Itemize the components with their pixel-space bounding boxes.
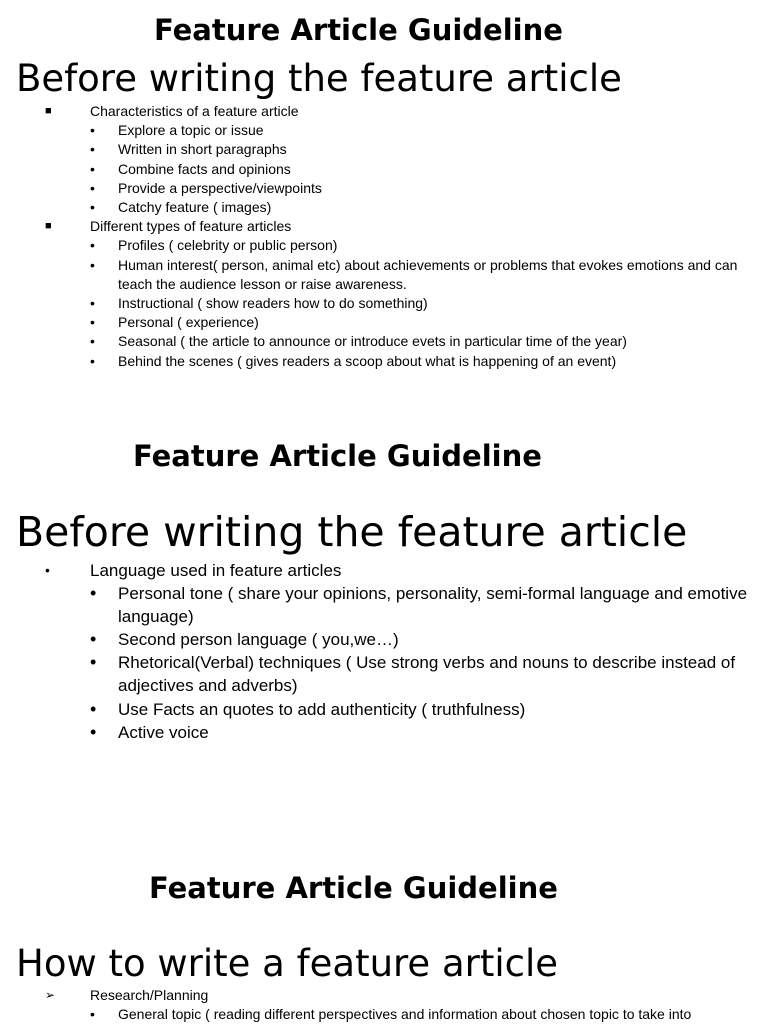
list-item: • Catchy feature ( images) bbox=[90, 198, 760, 217]
bullet-icon: • bbox=[90, 583, 97, 604]
list-item: • Explore a topic or issue bbox=[90, 121, 760, 140]
group-label: Characteristics of a feature article bbox=[90, 103, 299, 119]
slide-2-list bbox=[0, 559, 760, 744]
bullet-icon: • bbox=[90, 333, 95, 350]
list-item: • Provide a perspective/viewpoints bbox=[90, 179, 760, 198]
bullet-icon: • bbox=[90, 160, 95, 177]
list-item: • Personal tone ( share your opinions, personality, semi-formal language and emotive language) bbox=[90, 583, 748, 627]
bullet-icon: • bbox=[90, 1006, 95, 1023]
bullet-icon: • bbox=[90, 698, 97, 719]
list-item bbox=[0, 986, 760, 1024]
group-label: Language used in feature articles bbox=[90, 561, 342, 580]
list-item: • Seasonal ( the article to announce or introduce evets in particular time of the year) bbox=[90, 332, 760, 351]
bullet-icon: • bbox=[90, 314, 95, 331]
list-item: • Profiles ( celebrity or public person) bbox=[90, 236, 760, 255]
bullet-icon: • bbox=[90, 295, 95, 312]
list-item: • Written in short paragraphs bbox=[90, 140, 760, 159]
slide-1-heading: Before writing the feature article bbox=[16, 57, 622, 100]
list-item: • Use Facts an quotes to add authenticity ( truthfulness) bbox=[90, 698, 760, 721]
bullet-icon: • bbox=[90, 652, 97, 673]
list-item: • Active voice bbox=[90, 721, 760, 744]
list-item: • Combine facts and opinions bbox=[90, 160, 760, 179]
bullet-icon: • bbox=[90, 141, 95, 158]
list-item: • Human interest( person, animal etc) about achievements or problems that evokes emotions and can teach the audience lesson or raise awareness. bbox=[90, 256, 738, 292]
bullet-icon: • bbox=[90, 352, 95, 369]
bullet-icon: • bbox=[90, 721, 97, 742]
list-item: • General topic ( reading different perspectives and information about chosen topic to take into bbox=[90, 1005, 760, 1024]
bullet-icon: • bbox=[45, 562, 50, 578]
bullet-icon: • bbox=[90, 237, 95, 254]
list-item: • Behind the scenes ( gives readers a scoop about what is happening of an event) bbox=[90, 352, 760, 371]
bullet-icon: • bbox=[90, 629, 97, 650]
slide-3-title: Feature Article Guideline bbox=[149, 871, 558, 905]
square-bullet-icon: ■ bbox=[45, 105, 52, 117]
list-item bbox=[0, 102, 760, 217]
bullet-icon: • bbox=[90, 179, 95, 196]
list-item bbox=[0, 217, 760, 371]
group-label: Research/Planning bbox=[90, 987, 209, 1003]
square-bullet-icon: ■ bbox=[45, 220, 52, 233]
bullet-icon: • bbox=[90, 256, 95, 273]
list-item: • Second person language ( you,we…) bbox=[90, 628, 760, 651]
slide-2-heading: Before writing the feature article bbox=[16, 508, 688, 556]
bullet-icon: • bbox=[90, 122, 95, 139]
arrow-bullet-icon: ➢ bbox=[45, 988, 56, 1002]
slide-3-list bbox=[0, 986, 760, 1024]
bullet-icon: • bbox=[90, 199, 95, 216]
list-item: • Rhetorical(Verbal) techniques ( Use strong verbs and nouns to describe instead of adjectives and adverbs) bbox=[90, 652, 736, 696]
list-item: • Personal ( experience) bbox=[90, 313, 760, 332]
group-label: Different types of feature articles bbox=[90, 218, 292, 235]
list-item: • Instructional ( show readers how to do something) bbox=[90, 294, 760, 313]
slide-1-title: Feature Article Guideline bbox=[154, 13, 563, 47]
list-item bbox=[0, 559, 760, 744]
slide-1-list bbox=[0, 102, 760, 371]
slide-3-heading: How to write a feature article bbox=[16, 942, 559, 985]
slide-2-title: Feature Article Guideline bbox=[133, 439, 542, 473]
